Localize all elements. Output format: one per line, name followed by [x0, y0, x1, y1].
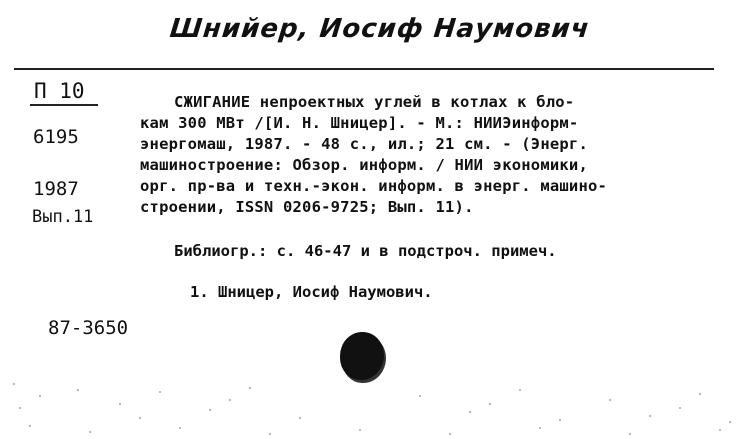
- bibliographic-description: [140, 92, 730, 218]
- description-line: кам 300 МВт /[И. Н. Шницер]. - М.: НИИЭинформ-: [140, 114, 579, 132]
- punch-hole: [340, 332, 384, 380]
- shelf-mark-underline: [30, 104, 98, 106]
- handwritten-author-heading: Шнийер, Иосиф Наумович: [168, 14, 592, 44]
- bibliography-note: Библиогр.: с. 46-47 и в подстроч. примеч.: [174, 242, 557, 260]
- issue-number: Вып.11: [32, 207, 94, 227]
- heading-divider: [14, 68, 714, 70]
- description-line: энергомаш, 1987. - 48 с., ил.; 21 см. - (Энерг.: [140, 135, 588, 153]
- author-tracing: 1. Шницер, Иосиф Наумович.: [190, 283, 433, 301]
- shelf-mark: П 10: [34, 79, 85, 103]
- description-line: орг. пр-ва и техн.-экон. информ. в энерг. машино-: [140, 177, 608, 195]
- call-number: 6195: [33, 126, 79, 148]
- publication-year: 1987: [33, 178, 79, 200]
- description-line: машиностроение: Обзор. информ. / НИИ экономики,: [140, 156, 588, 174]
- accession-number: 87-3650: [48, 317, 129, 339]
- description-line: СЖИГАНИЕ непроектных углей в котлах к бло-: [174, 93, 575, 111]
- description-line: строении, ISSN 0206-9725; Вып. 11).: [140, 198, 474, 216]
